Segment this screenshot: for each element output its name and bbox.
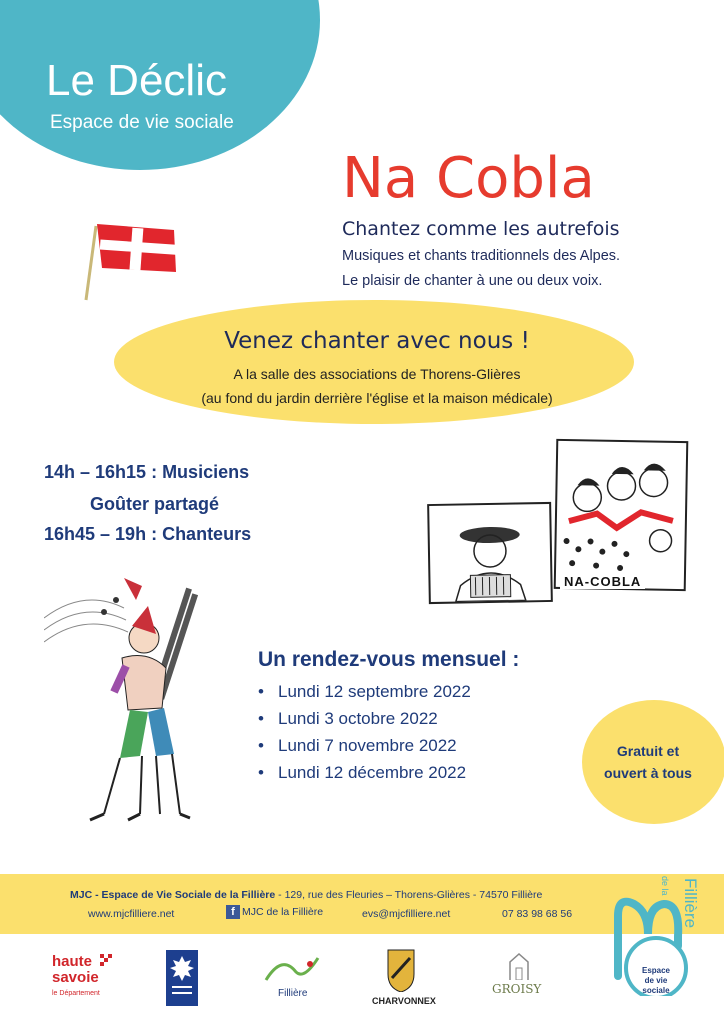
- logo-line: haute: [52, 953, 93, 970]
- photo-caption: NA-COBLA: [560, 574, 645, 589]
- event-title: Na Cobla: [342, 146, 595, 211]
- mjc-logo-text: [632, 966, 680, 996]
- mjc-logo-filliere: Fillière: [681, 878, 700, 929]
- badge-line: ouvert à tous: [604, 765, 692, 781]
- list-item: • Lundi 3 octobre 2022: [258, 709, 471, 736]
- logo-line: le Département: [52, 990, 100, 997]
- invite-location-detail: (au fond du jardin derrière l'église et la maison médicale): [201, 390, 553, 406]
- mjc-logo-de-la: de la: [660, 876, 670, 896]
- haute-savoie-logo: [52, 954, 100, 1002]
- facebook-icon: f: [226, 905, 240, 919]
- savoy-flag-icon: [84, 206, 184, 306]
- email-link[interactable]: evs@mjcfilliere.net: [362, 908, 451, 920]
- free-badge-text: [586, 740, 710, 784]
- facebook-link[interactable]: [226, 905, 323, 919]
- schedule-singers: 16h45 – 19h : Chanteurs: [44, 524, 252, 544]
- dates-list: [258, 682, 471, 790]
- bagpiper-sketch: [44, 578, 204, 828]
- footer-org: MJC - Espace de Vie Sociale de la Fillière: [70, 889, 276, 901]
- invite-heading: Venez chanter avec nous !: [224, 328, 530, 354]
- charvonnex-crest-icon: [386, 948, 416, 992]
- singers-sketch: [554, 439, 689, 591]
- phone-number: 07 83 98 68 56: [502, 908, 573, 920]
- haute-savoie-cross-icon: [100, 954, 112, 968]
- list-item: • Lundi 12 décembre 2022: [258, 763, 471, 790]
- logo-line: savoie: [52, 969, 99, 986]
- invite-location: A la salle des associations de Thorens-Glières: [233, 366, 521, 382]
- list-item: • Lundi 7 novembre 2022: [258, 736, 471, 763]
- event-tagline: Chantez comme les autrefois: [342, 218, 620, 240]
- filliere-logo-icon: [262, 950, 322, 988]
- logo-line: sociale: [642, 986, 670, 995]
- logo-line: de vie: [644, 976, 668, 985]
- groisy-logo-icon: [508, 952, 530, 980]
- header-title: Le Déclic: [46, 56, 227, 105]
- filliere-logo-text: Fillière: [278, 988, 308, 999]
- badge-line: Gratuit et: [616, 743, 680, 759]
- schedule-snack: Goûter partagé: [90, 494, 220, 514]
- schedule-musicians: 14h – 16h15 : Musiciens: [44, 462, 250, 482]
- groisy-logo-text: GROISY: [492, 982, 542, 996]
- caf-logo-icon: [166, 950, 198, 1006]
- accordion-player-sketch: [427, 502, 553, 604]
- facebook-label: MJC de la Fillière: [242, 906, 324, 918]
- footer-address: [70, 889, 542, 901]
- footer-address-text: - 129, rue des Fleuries – Thorens-Glières - 74570 Fillière: [275, 889, 543, 901]
- rdv-title: Un rendez-vous mensuel :: [258, 648, 520, 671]
- list-item: • Lundi 12 septembre 2022: [258, 682, 471, 709]
- event-description: Le plaisir de chanter à une ou deux voix.: [342, 273, 603, 289]
- website-link[interactable]: www.mjcfilliere.net: [88, 908, 175, 920]
- logo-line: Espace: [641, 966, 671, 975]
- charvonnex-logo-text: CHARVONNEX: [372, 996, 436, 1006]
- header-subtitle: Espace de vie sociale: [50, 112, 234, 133]
- event-description: Musiques et chants traditionnels des Alpes.: [342, 248, 621, 264]
